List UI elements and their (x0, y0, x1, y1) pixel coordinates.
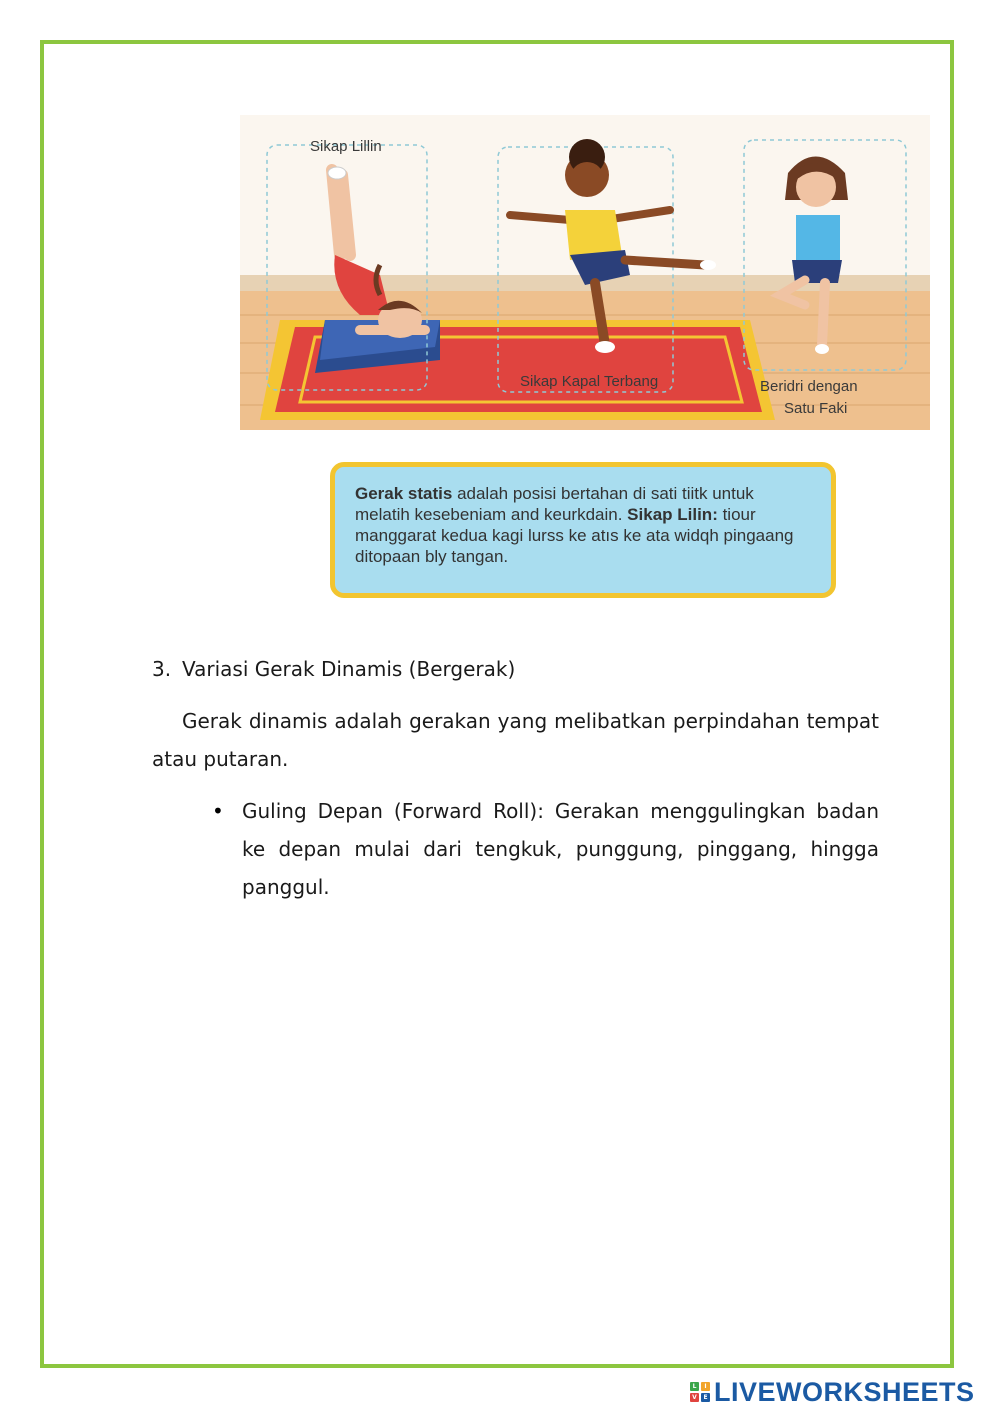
label-sikap-lilin: Sikap Lillin (310, 138, 382, 155)
info-box-gerak-statis (330, 462, 836, 598)
section-title: Variasi Gerak Dinamis (Bergerak) (182, 657, 516, 681)
gymnastics-illustration (240, 115, 930, 430)
bullet-marker: • (212, 799, 224, 823)
section-number: 3. (152, 657, 172, 681)
info-text-1: adalah posisi bertahan di sati tiitk untuk melatih kesebeniam and keurkdain. (355, 484, 754, 524)
label-beridiri-line1: Beridri dengan (760, 378, 858, 395)
bullet-item-guling-depan: Guling Depan (Forward Roll): Gerakan menggulingkan badan ke depan mulai dari tengkuk, punggung, pinggang, hingga panggul. (242, 799, 879, 899)
label-kapal-terbang: Sikap Kapal Terbang (520, 373, 659, 390)
info-term-gerak-statis: Gerak statis (355, 484, 453, 503)
label-beridiri-line2: Satu Faki (784, 400, 848, 417)
info-text-2: tiour manggarat kedua kagi lurss ke atıs ke ata widqh pingaang ditopaan bly tangan. (355, 505, 794, 566)
liveworksheets-footer[interactable] (690, 1376, 975, 1408)
section-paragraph: Gerak dinamis adalah gerakan yang melibatkan perpindahan tempat atau putaran. (152, 709, 879, 771)
section-heading (152, 657, 515, 681)
liveworksheets-brand: LIVEWORKSHEETS (714, 1376, 975, 1407)
info-term-sikap-lilin: Sikap Lilin: (627, 505, 718, 524)
liveworksheets-logo-icon: L I V E (690, 1382, 710, 1402)
